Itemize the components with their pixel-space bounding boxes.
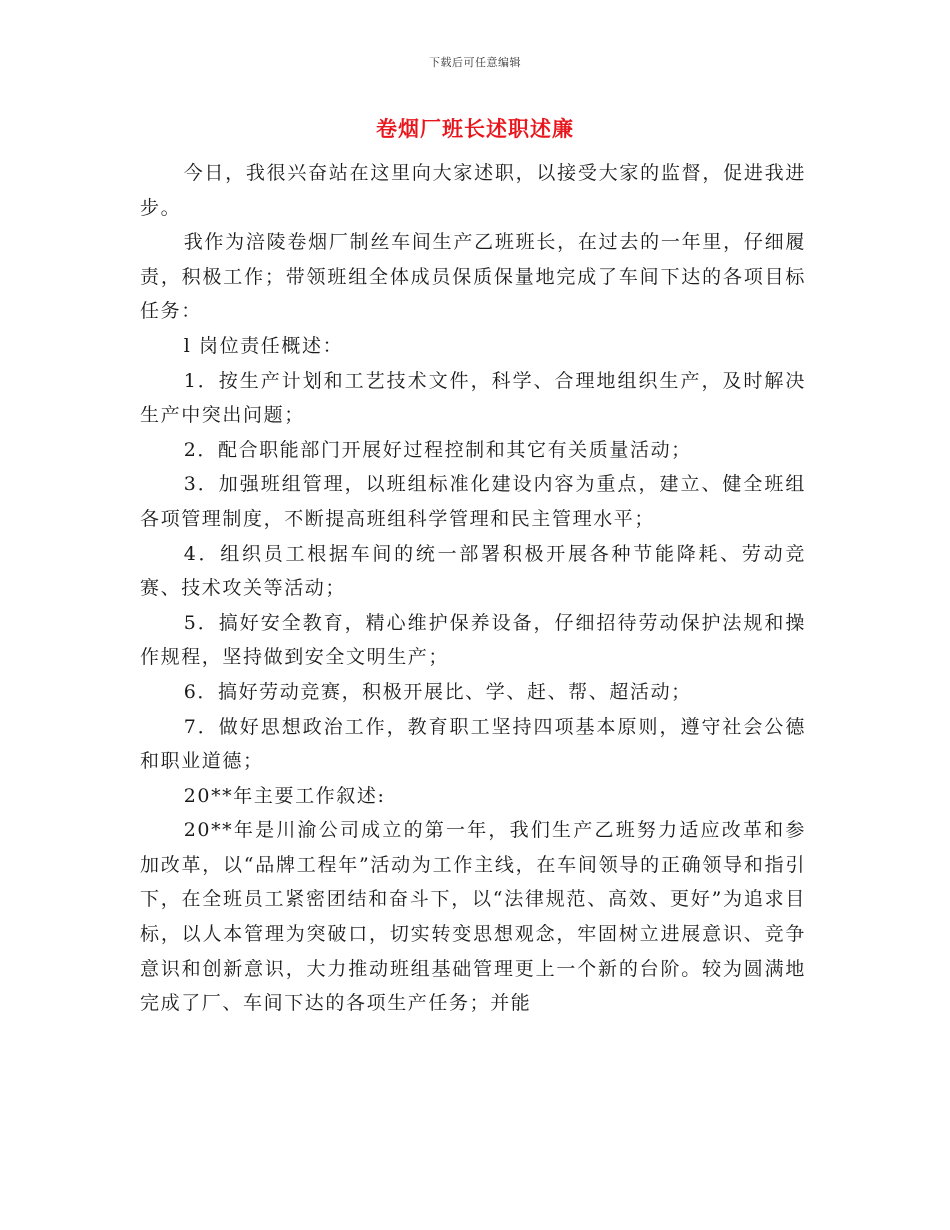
list-item-duty-1: 1．按生产计划和工艺技术文件，科学、合理地组织生产，及时解决生产中突出问题； xyxy=(140,369,806,427)
document-body xyxy=(140,156,806,1021)
document-title: 卷烟厂班长述职述廉 xyxy=(376,116,574,141)
section-heading-duties: l 岗位责任概述： xyxy=(183,334,344,357)
header-note: 下载后可任意编辑 xyxy=(429,56,521,69)
list-item-duty-6: 6．搞好劳动竞赛，积极开展比、学、赶、帮、超活动； xyxy=(183,680,692,703)
list-item-duty-2: 2．配合职能部门开展好过程控制和其它有关质量活动； xyxy=(183,438,692,461)
list-item-duty-7: 7．做好思想政治工作，教育职工坚持四项基本原则，遵守社会公德和职业道德； xyxy=(140,715,806,773)
section-heading-work: 20**年主要工作叙述: xyxy=(183,784,386,807)
list-item-duty-3: 3．加强班组管理，以班组标准化建设内容为重点，建立、健全班组各项管理制度，不断提高班组科学管理和民主管理水平； xyxy=(140,473,806,530)
list-item-duty-4: 4．组织员工根据车间的统一部署积极开展各种节能降耗、劳动竞赛、技术攻关等活动； xyxy=(140,542,806,600)
paragraph-intro: 今日，我很兴奋站在这里向大家述职，以接受大家的监督，促进我进步。 xyxy=(140,162,806,219)
paragraph-role: 我作为涪陵卷烟厂制丝车间生产乙班班长，在过去的一年里，仔细履责，积极工作；带领班组全体成员保质保量地完成了车间下达的各项目标任务： xyxy=(140,231,806,323)
paragraph-work-summary: 20**年是川渝公司成立的第一年，我们生产乙班努力适应改革和参加改革，以“品牌工程年”活动为工作主线，在车间领导的正确领导和指引下，在全班员工紧密团结和奋斗下，以“法律规范、高效、更好”为追求目标，以人本管理为突破口，切实转变思想观念，牢固树立进展意识、竞争意识和创新意识，大力推动班组基础管理更上一个新的台阶。较为圆满地完成了厂、车间下达的各项生产任务；并能 xyxy=(140,819,806,1015)
list-item-duty-5: 5．搞好安全教育，精心维护保养设备，仔细招待劳动保护法规和操作规程，坚持做到安全文明生产； xyxy=(140,611,806,669)
